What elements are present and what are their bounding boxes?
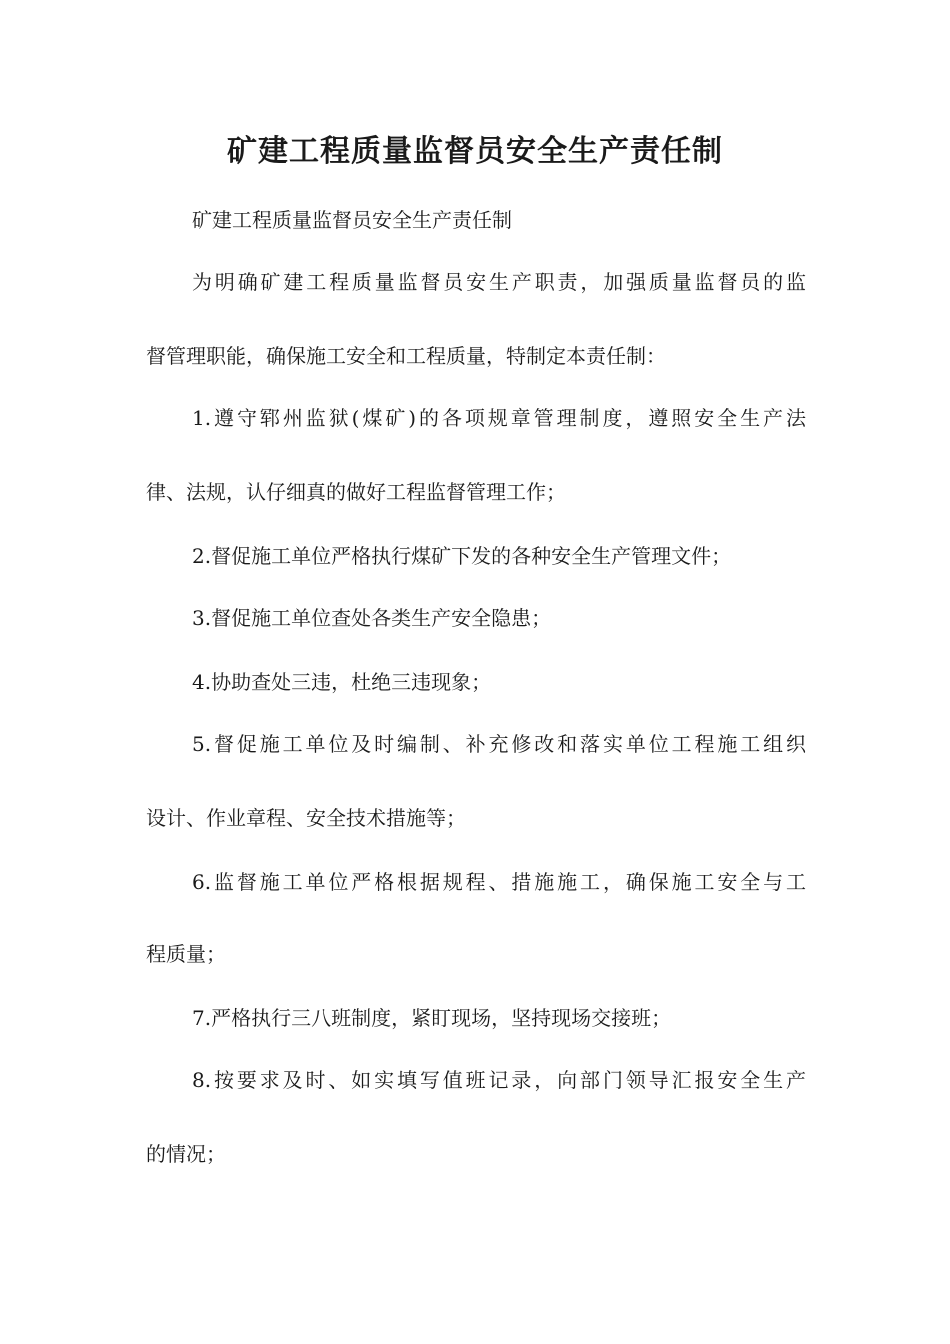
- item-5-line-1: 5.督促施工单位及时编制、补充修改和落实单位工程施工组织: [192, 732, 806, 756]
- item-6-line-2: 程质量；: [146, 942, 226, 966]
- item-3-line-1: 3.督促施工单位查处各类生产安全隐患；: [192, 606, 552, 630]
- item-7-line-1: 7.严格执行三八班制度，紧盯现场，坚持现场交接班；: [192, 1006, 672, 1030]
- item-8-line-2: 的情况；: [146, 1142, 226, 1166]
- subtitle-line: 矿建工程质量监督员安全生产责任制: [192, 208, 512, 232]
- item-5-line-2: 设计、作业章程、安全技术措施等；: [146, 806, 466, 830]
- intro-line-1: 为明确矿建工程质量监督员安生产职责，加强质量监督员的监: [192, 270, 806, 294]
- item-1-line-2: 律、法规，认仔细真的做好工程监督管理工作；: [146, 480, 566, 504]
- document-title: 矿建工程质量监督员安全生产责任制: [227, 134, 723, 169]
- item-1-line-1: 1.遵守郓州监狱(煤矿)的各项规章管理制度，遵照安全生产法: [192, 406, 806, 430]
- item-6-line-1: 6.监督施工单位严格根据规程、措施施工，确保施工安全与工: [192, 870, 806, 894]
- item-4-line-1: 4.协助查处三违，杜绝三违现象；: [192, 670, 492, 694]
- item-8-line-1: 8.按要求及时、如实填写值班记录，向部门领导汇报安全生产: [192, 1068, 806, 1092]
- intro-line-2: 督管理职能，确保施工安全和工程质量，特制定本责任制：: [146, 344, 666, 368]
- item-2-line-1: 2.督促施工单位严格执行煤矿下发的各种安全生产管理文件；: [192, 544, 732, 568]
